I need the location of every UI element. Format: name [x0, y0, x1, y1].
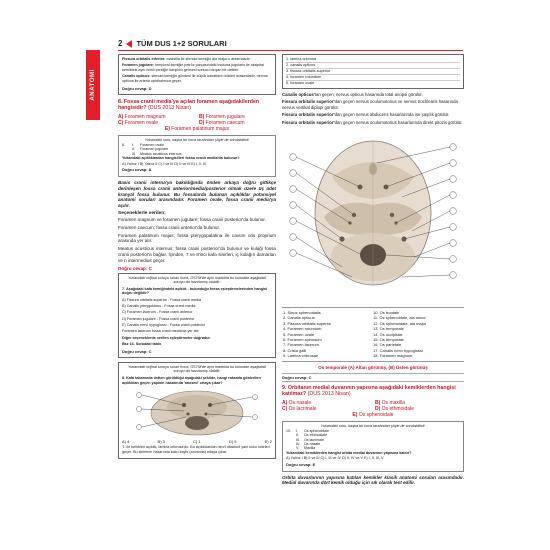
intro-line: Foramen jugulare: temporal kemiğin petröz parçasındaki incisura jugularis ile oksipital kemikteki aynı isimli çentiğin karşılıklı gelmesi sonucu oluşan bir deliktir.: [122, 63, 265, 73]
question-8-title: 8. Fossa cranii media'ya açılan foramen aşağıdakilerden hangisidir? (DUS 2013 Nisan): [118, 98, 260, 112]
legend-item: 17. Canalis nervi hypoglossi: [373, 347, 423, 353]
box-question: 7. Aşağıdaki kafa kemiğindeki açıklık - bulunduğu fossa eşleştirmelerinden hangisi doğru değildir?: [122, 286, 268, 296]
figure-options: A) 4 B) 3 C) 1 D) 5 E) 2: [122, 439, 272, 445]
closing-text: Orbita duvarlarının yapısına katılan kemikler klasik anatomi soruları arasındadır. Medial duvarında dört kemik olduğu için sık olarak test edilir.: [282, 474, 464, 486]
variant-answer: Doğru cevap: A: [122, 167, 152, 173]
legend-item: 16. Os parietale: [373, 342, 402, 348]
derived-question-box: [118, 273, 276, 358]
header-divider: [118, 50, 463, 51]
legend-item: 2. Canalis opticus: [283, 315, 315, 321]
caption-answer: Doğru cevap: C: [282, 373, 464, 382]
right-text: Fissura orbitalis superior'dan geçen nervus abducens hasarlarında ise şaşılık görülür.: [282, 112, 450, 118]
question-8-options: [118, 114, 276, 133]
variant-note: Yukarıdaki soru, başka bir hoca tarafından şöyle de sorulabilirdi:: [144, 138, 250, 143]
box-question: 8. Kafa tabanında üstten görüldüğü aşağıdaki şekilde, hangi rakamla gösterilen açıklıktan geçen yapının hasarında 'anosmi' ortaya çıkar?: [122, 375, 261, 385]
right-text: Canalis opticus'tan geçen; nervus opticus hasarında total anopsi görülür.: [282, 92, 423, 97]
option-b: B) Foramen jugulare: [199, 113, 245, 120]
list-item: 5. foramen ovale: [286, 81, 315, 85]
option-e: E) Foramen palatinum majus: [164, 126, 230, 133]
variant-answer: Doğru cevap: E: [286, 461, 316, 467]
explanation-text: Meatus acusticus internus; fossa cranii posterior'da bulunur ve kulağı fossa cranii posterior'a bağlar. İçinden, 7 ve 8'inci kafa sinirleri, iç kulağın damarları ve n intermedius geçer.: [118, 246, 276, 263]
right-text: Fissura orbitalis superior'dan geçen nervus oculomotorius ve nervus trochlearis hasarında nervus vertikal diplopi görülür.: [282, 99, 458, 110]
variant-box: [118, 135, 276, 177]
skull-base-image-small: [122, 387, 272, 437]
option-a: A) Os nasale: [282, 399, 312, 406]
option-e: E) Os sphenoidale: [352, 411, 394, 418]
list-item: 3. fissura orbitalis superior: [286, 69, 460, 75]
box-option: D) Foramen jugulare - Fossa cranii posterior: [122, 316, 195, 321]
intro-line: Canalis opticus: sfenoid kemiğin gövdesi ile küçük kanatların kökleri arasındadır. nervus opticus ile arteria ophthalmica geçer.: [122, 74, 268, 84]
box-option: B) Canalis pterygoideus - Fossa cranii media: [122, 304, 196, 309]
options-heading: Seçeneklerle verilen;: [118, 210, 166, 216]
box-note: Yukarıdaki orijinal soruyu soran hoca, ÖSYM'de aynı mantıkla bu konudan aşağıdaki soruyu da hazırlamış olabilir:: [127, 275, 267, 285]
header-arrow-icon: [126, 40, 132, 48]
option-c: C) Foramen ovale: [118, 120, 159, 126]
variant-question: Yukarıdaki açıklıklardan hangisi/leri fossa cranii media'da bulunur?: [122, 156, 240, 161]
figure-question-box: [118, 362, 276, 460]
box-option: A) Fissura orbitalis superior - Fossa cranii media: [122, 297, 202, 302]
legend-item: 15. Os temporale: [373, 337, 404, 343]
variant-question: Yukarıdaki kemiklerden hangisi orbita medial duvarının yapısına katılır?: [286, 450, 412, 455]
legend-item: 11. Os sphenoidale, ala minor: [373, 315, 426, 321]
option-d: D) Foramen caecum: [199, 120, 245, 126]
legend-item: 14. Os occipitale: [373, 331, 403, 337]
variant-choices: A) Yalnız I B) Yalnız II C) I ve III D) II ve III E) I, II, III: [122, 161, 207, 166]
explanation-text: Foramen palatinum majus; fossa pterygopalatina ile cavum oris proprium arasında yer alır.: [118, 232, 276, 244]
legend-item: 4. Foramen rotundum: [283, 326, 322, 332]
variant-note: Yukarıdaki soru, başka bir hoca tarafından şöyle de sorulabilirdi:: [320, 424, 426, 429]
header-title: TÜM DUS 1+2 SORULARI: [136, 39, 227, 48]
question-9-title: 9. Orbitanın medial duvarının yapısına aşağıdaki kemiklerden hangisi katılmaz? (DUS 2013 Nisan): [282, 384, 456, 398]
legend-item: 7. Foramen lacerum: [283, 342, 319, 348]
option-d: D) Os ethmoidale: [375, 405, 414, 412]
legend-item: 3. Fissura orbitalis superior: [283, 320, 332, 326]
figure-legend: [282, 307, 464, 362]
section-tab: [86, 50, 100, 120]
right-text: Fissura orbitalis superior'dan geçen nervus oculomotorius hasarlarında direkt pitozis görülür.: [282, 119, 463, 125]
legend-item: 1. Sinus sphenoidalis: [283, 310, 321, 316]
page-number: 2: [118, 39, 123, 48]
option-c: C) Os lacrimale: [282, 405, 317, 412]
box-ref: Bkz 16. Sorudaki tablo: [122, 341, 162, 346]
right-column: [282, 54, 464, 488]
page-header: [118, 39, 227, 48]
box-option: E) Canalis nervi hypoglossi - Fossa cranii posterior: [122, 322, 206, 327]
question-9-options: [282, 400, 464, 419]
legend-item: 10. Os frontale: [373, 310, 400, 316]
body-answer: Doğru cevap: C: [118, 265, 152, 271]
legend-item: 9. Lamina cribrosae: [283, 353, 319, 359]
skull-base-image: [282, 127, 464, 305]
box-note2: Diğer seçeneklerde verilen eşleştirmeler doğrudur: [122, 335, 210, 340]
explanation-text: Foramen caecum; fossa cranii anterior'da bulunur.: [118, 224, 220, 230]
box-answer: Doğru cevap: C: [122, 348, 152, 354]
list-item: 1. lamina cribrosa: [286, 57, 460, 63]
left-column: [118, 54, 276, 463]
intro-answer: Doğru cevap: D: [122, 85, 152, 91]
intro-line: Fissura orbitalis inferior: maksilla ile sfenoid kemiğin ala major'u arasındadır.: [122, 57, 251, 61]
foramen-list: [282, 54, 464, 89]
figure-caption: Os temporale (A) Altan görünüş, (B) Üsten görünüş: [318, 364, 428, 370]
variant-items: 10. I. Os sphenoidale II. Os ethmoidale III. Os lacrimale IV. Os nasale V. Maxilla: [286, 428, 329, 451]
box-explain: Foramen lacerum fossa cranii media'da yer alır.: [122, 329, 200, 334]
option-a: A) Foramen magnum: [118, 113, 166, 120]
legend-item: 8. Crista galli: [283, 347, 307, 353]
explanation-text: Foramen magnum ve foramen jugulare; fossa cranii posterior'da bulunur.: [118, 216, 266, 222]
box-note: Yukarıdaki orijinal soruyu soran hoca, ÖSYM'de aynı mantıkla bu konudan aşağıdaki soruyu da hazırlamış olabilir:: [127, 364, 267, 374]
variant-items: 8. I. Foramen ovale II. Foramen jugulare III. Meatus acusticus internus: [122, 143, 182, 156]
legend-item: 13. Os temporale: [373, 326, 404, 332]
variant-choices: A) Yalnız I B) II ve III C) I, III ve IV D) II, IV ve V E) I, II, III, V: [286, 456, 384, 461]
option-b: B) Os maxilla: [375, 399, 406, 406]
box-explain: '1' ile belirtilen açıklık, lamina cribrosa'dır. Bu açıklıklardan nervi olfactorii yani koku sinirleri geçer. Bu sinirlerin hasarında koku kaybı (anosmia) ortaya çıkar.: [122, 445, 270, 455]
legend-item: 18. Foramen magnum: [373, 353, 413, 359]
variant-box: [282, 421, 464, 471]
section-tab-label: ANATOMİ: [90, 69, 96, 101]
legend-item: 5. Foramen ovale: [283, 331, 315, 337]
legend-item: 12. Os sphenoidale, ala major: [373, 320, 427, 326]
intro-box: [118, 54, 276, 95]
explanation-text: Basis cranii interna'ya bakıldığında önden arkaya doğru gittikçe derinleşen fossa cranii anterior/media/posterior olmak üzere üç adet kranyal fossa bulunur. Bu fossalarda bulunan açıklıklar potansiyel anatomi soruları arasındadır. Foramen ovale, fossa cranii media'ya açılır.: [118, 180, 276, 209]
legend-item: 6. Foramen spinosum: [283, 337, 322, 343]
list-item: 4. foramen rotundum: [286, 75, 460, 81]
list-item: 2. canalis opticus: [286, 63, 460, 69]
box-option: C) Foramen lacerum - Fossa cranii anterior: [122, 310, 193, 315]
